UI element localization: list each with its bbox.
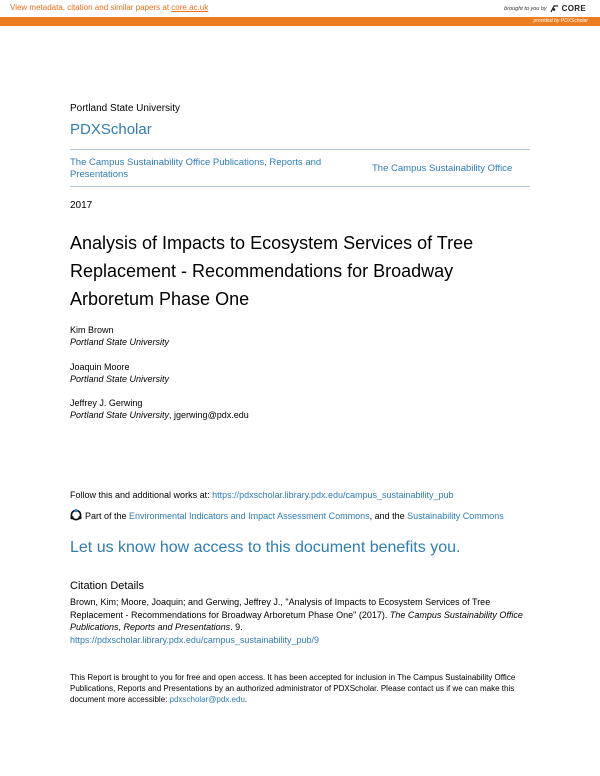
author-affiliation: Portland State University bbox=[70, 337, 170, 347]
commons-link-sustainability[interactable]: Sustainability Commons bbox=[407, 511, 504, 521]
contact-email-link[interactable]: pdxscholar@pdx.edu bbox=[169, 695, 245, 704]
collection-link-publications[interactable]: The Campus Sustainability Office Publications, Reports and Presentations bbox=[70, 157, 322, 180]
brought-to-you bbox=[504, 4, 586, 13]
core-link-prefix: View metadata, citation and similar papers at bbox=[10, 3, 172, 12]
citation-series: The Campus Sustainability Office Publications, Reports and Presentations bbox=[70, 609, 523, 632]
follow-url-link[interactable]: https://pdxscholar.library.pdx.edu/campus_sustainability_pub bbox=[212, 490, 454, 500]
core-banner-top bbox=[0, 0, 600, 17]
citation-tail: . 9. bbox=[230, 622, 243, 632]
author-entry bbox=[70, 324, 169, 348]
core-accent-strip bbox=[0, 17, 600, 26]
page-title: Analysis of Impacts to Ecosystem Services of Tree Replacement - Recommendations for Broadway Arboretum Phase One bbox=[70, 233, 474, 309]
access-statement-text: This Report is brought to you for free and open access. It has been accepted for inclusion in The Campus Sustainability Office Publications, Reports and Presentations by an authorized administrator of PDXScholar. Please contact us if we can make this document more accessible: bbox=[70, 673, 516, 704]
provided-by-text: provided by PDXScholar bbox=[533, 18, 588, 24]
author-name: Joaquin Moore bbox=[70, 362, 130, 372]
core-logo-icon bbox=[550, 5, 559, 13]
university-name: Portland State University bbox=[70, 103, 181, 114]
collection-link-office[interactable]: The Campus Sustainability Office bbox=[372, 163, 513, 174]
access-statement bbox=[70, 672, 530, 705]
part-of-prefix: Part of the bbox=[85, 511, 130, 521]
feedback-link[interactable]: Let us know how access to this document benefits you. bbox=[70, 539, 461, 556]
author-entry bbox=[70, 361, 169, 385]
author-affiliation: Portland State University bbox=[70, 374, 170, 384]
repository-link[interactable]: PDXScholar bbox=[70, 121, 152, 138]
follow-label: Follow this and additional works at: bbox=[70, 490, 213, 500]
publication-year: 2017 bbox=[70, 200, 93, 211]
citation-url-link[interactable]: https://pdxscholar.library.pdx.edu/campus_sustainability_pub/9 bbox=[70, 634, 319, 645]
author-name: Kim Brown bbox=[70, 325, 114, 335]
author-entry bbox=[70, 397, 249, 421]
core-logo-text[interactable]: CORE bbox=[561, 4, 586, 13]
core-banner bbox=[0, 0, 600, 26]
core-metadata-link[interactable] bbox=[10, 3, 208, 12]
author-name: Jeffrey J. Gerwing bbox=[70, 398, 143, 408]
share-icon bbox=[70, 509, 82, 521]
author-affiliation: Portland State University bbox=[70, 410, 170, 420]
citation-text: Brown, Kim; Moore, Joaquin; and Gerwing, Jeffrey J., "Analysis of Impacts to Ecosystem Services of Tree Replacement - Recommendations for Broadway Arboretum Phase One" (2017). bbox=[70, 597, 491, 620]
divider-top bbox=[70, 149, 530, 150]
citation-body bbox=[70, 596, 530, 646]
author-email[interactable]: , jgerwing@pdx.edu bbox=[169, 410, 249, 420]
access-statement-end: . bbox=[244, 695, 248, 704]
commons-link-environmental[interactable]: Environmental Indicators and Impact Assessment Commons bbox=[129, 511, 370, 521]
part-of-line bbox=[70, 509, 510, 523]
follow-line bbox=[70, 490, 454, 500]
core-link-domain[interactable]: core.ac.uk bbox=[171, 3, 209, 12]
part-of-middle: , and the bbox=[369, 511, 408, 521]
citation-heading: Citation Details bbox=[70, 580, 144, 592]
divider-bottom bbox=[70, 186, 530, 187]
brought-by-text: brought to you by bbox=[504, 5, 547, 12]
